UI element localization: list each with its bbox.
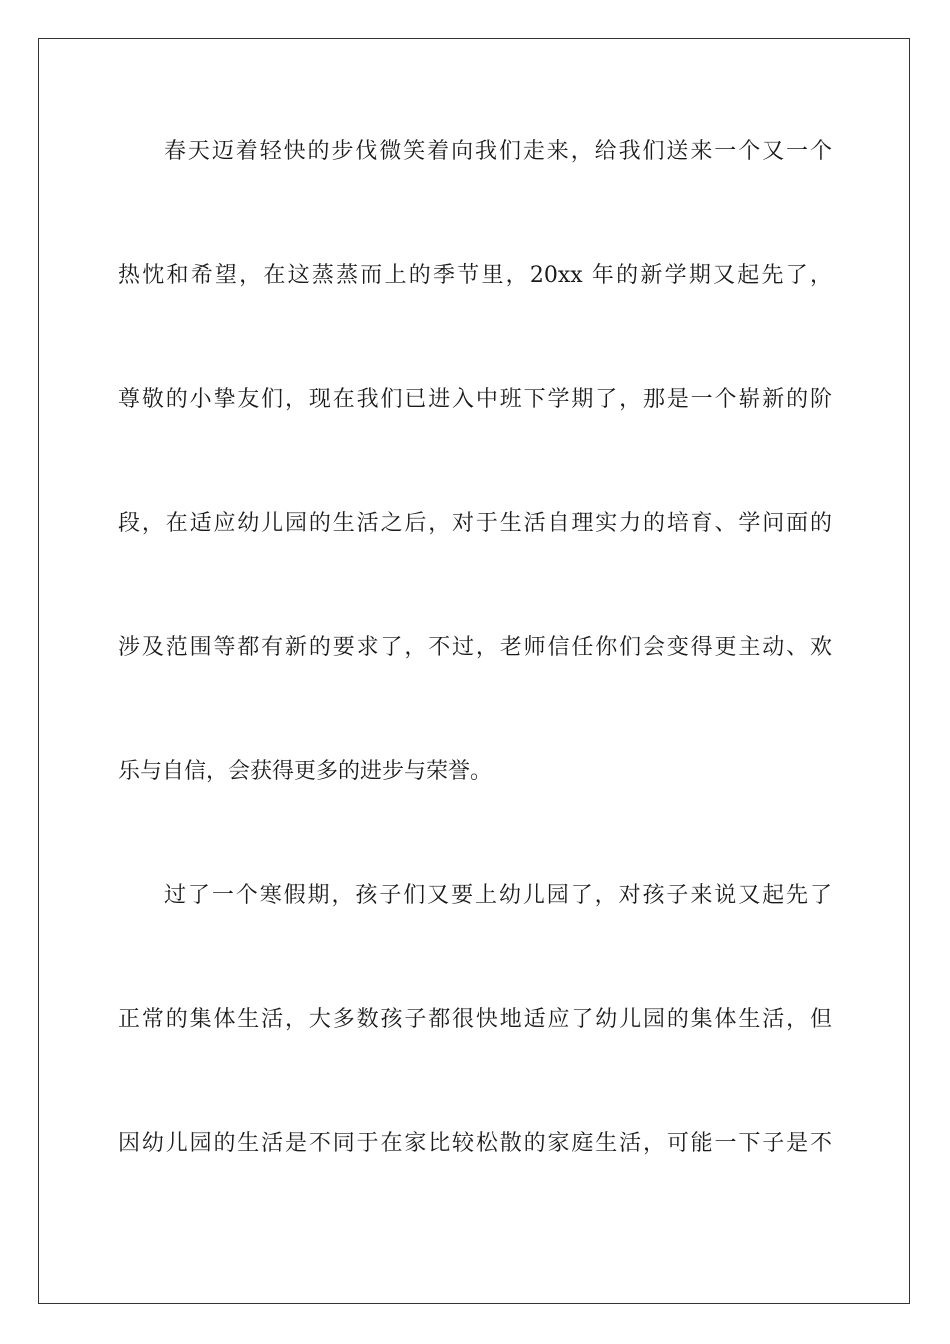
paragraph-1-line-4: 段，在适应幼儿园的生活之后，对于生活自理实力的培育、学问面的	[118, 511, 832, 536]
paragraph-2-line-3: 因幼儿园的生活是不同于在家比较松散的家庭生活，可能一下子是不	[118, 1131, 832, 1156]
paragraph-1-line-3: 尊敬的小挚友们，现在我们已进入中班下学期了，那是一个崭新的阶	[118, 387, 832, 412]
paragraph-1-line-5: 涉及范围等都有新的要求了，不过，老师信任你们会变得更主动、欢	[118, 635, 832, 660]
paragraph-1-line-6: 乐与自信，会获得更多的进步与荣誉。	[118, 759, 493, 784]
paragraph-2-line-1: 过了一个寒假期，孩子们又要上幼儿园了，对孩子来说又起先了	[164, 883, 832, 908]
paragraph-1-line-2: 热忱和希望，在这蒸蒸而上的季节里，20xx 年的新学期又起先了，	[118, 263, 832, 288]
page-border	[38, 38, 910, 1304]
paragraph-2-line-2: 正常的集体生活，大多数孩子都很快地适应了幼儿园的集体生活，但	[118, 1007, 832, 1032]
paragraph-1-line-1: 春天迈着轻快的步伐微笑着向我们走来，给我们送来一个又一个	[164, 139, 832, 164]
